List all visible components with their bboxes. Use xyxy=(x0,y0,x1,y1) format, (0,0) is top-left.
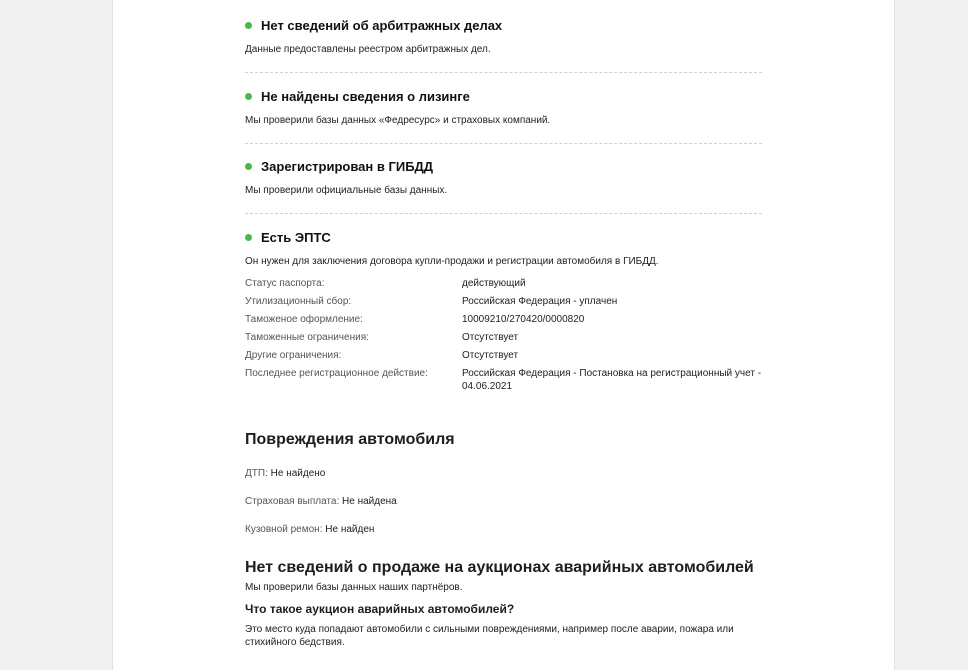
epts-row-key: Таможенные ограничения: xyxy=(245,332,369,343)
epts-row xyxy=(245,277,763,295)
divider xyxy=(245,213,762,214)
auction-answer: Это место куда попадают автомобили с сильными повреждениями, например после аварии, пожара или стихийного бедствия. xyxy=(245,624,734,648)
check-epts xyxy=(245,229,659,269)
damage-row-insurance xyxy=(245,495,397,509)
status-ok-dot-icon xyxy=(245,93,252,100)
epts-row-value: Российская Федерация - уплачен xyxy=(462,296,618,307)
epts-row xyxy=(245,295,763,313)
epts-row-value: 10009210/270420/0000820 xyxy=(462,314,585,325)
check-gibdd-registration xyxy=(245,158,447,198)
epts-row-key: Статус паспорта: xyxy=(245,278,325,289)
check-description: Данные предоставлены реестром арбитражных дел. xyxy=(245,44,491,55)
epts-row-key: Утилизационный сбор: xyxy=(245,296,352,307)
auction-question: Что такое аукцион аварийных автомобилей? xyxy=(245,602,515,616)
epts-row xyxy=(245,367,763,395)
epts-details-table xyxy=(245,277,763,395)
status-ok-dot-icon xyxy=(245,234,252,241)
damage-row-value: Не найдена xyxy=(342,496,397,507)
epts-row-key: Таможеное оформление: xyxy=(245,314,363,325)
check-title: Нет сведений об арбитражных делах xyxy=(261,18,503,33)
epts-row xyxy=(245,349,763,367)
damage-row-body-repair xyxy=(245,523,374,537)
epts-row xyxy=(245,313,763,331)
damage-row-label: Страховая выплата: xyxy=(245,496,340,507)
damage-row-value: Не найдено xyxy=(270,468,326,479)
check-leasing xyxy=(245,88,550,128)
epts-row-key: Другие ограничения: xyxy=(245,350,342,361)
damage-row-label: Кузовной ремон: xyxy=(245,524,323,535)
damage-section-title: Повреждения автомобиля xyxy=(245,431,455,448)
status-ok-dot-icon xyxy=(245,22,252,29)
check-description: Мы проверили официальные базы данных. xyxy=(245,185,448,196)
epts-row-value: действующий xyxy=(462,278,526,289)
check-description: Он нужен для заключения договора купли-продажи и регистрации автомобиля в ГИБДД. xyxy=(245,256,659,267)
damage-row-label: ДТП: xyxy=(245,468,268,479)
epts-row-key: Последнее регистрационное действие: xyxy=(245,368,428,379)
divider xyxy=(245,143,762,144)
status-ok-dot-icon xyxy=(245,163,252,170)
damage-row-accident xyxy=(245,467,325,481)
divider xyxy=(245,72,762,73)
report-card xyxy=(112,0,895,670)
epts-row xyxy=(245,331,763,349)
check-title: Не найдены сведения о лизинге xyxy=(261,89,470,104)
check-title: Есть ЭПТС xyxy=(261,230,331,245)
epts-row-value: Российская Федерация - Постановка на регистрационный учет - 04.06.2021 xyxy=(462,368,762,392)
check-arbitration xyxy=(245,17,502,57)
epts-row-value: Отсутствует xyxy=(462,350,519,361)
auction-section-title: Нет сведений о продаже на аукционах аварийных автомобилей xyxy=(245,559,754,576)
check-description: Мы проверили базы данных «Федресурс» и страховых компаний. xyxy=(245,115,551,126)
check-title: Зарегистрирован в ГИБДД xyxy=(261,159,434,174)
epts-row-value: Отсутствует xyxy=(462,332,519,343)
damage-row-value: Не найден xyxy=(325,524,375,535)
auction-subtitle: Мы проверили базы данных наших партнёров. xyxy=(245,582,463,593)
